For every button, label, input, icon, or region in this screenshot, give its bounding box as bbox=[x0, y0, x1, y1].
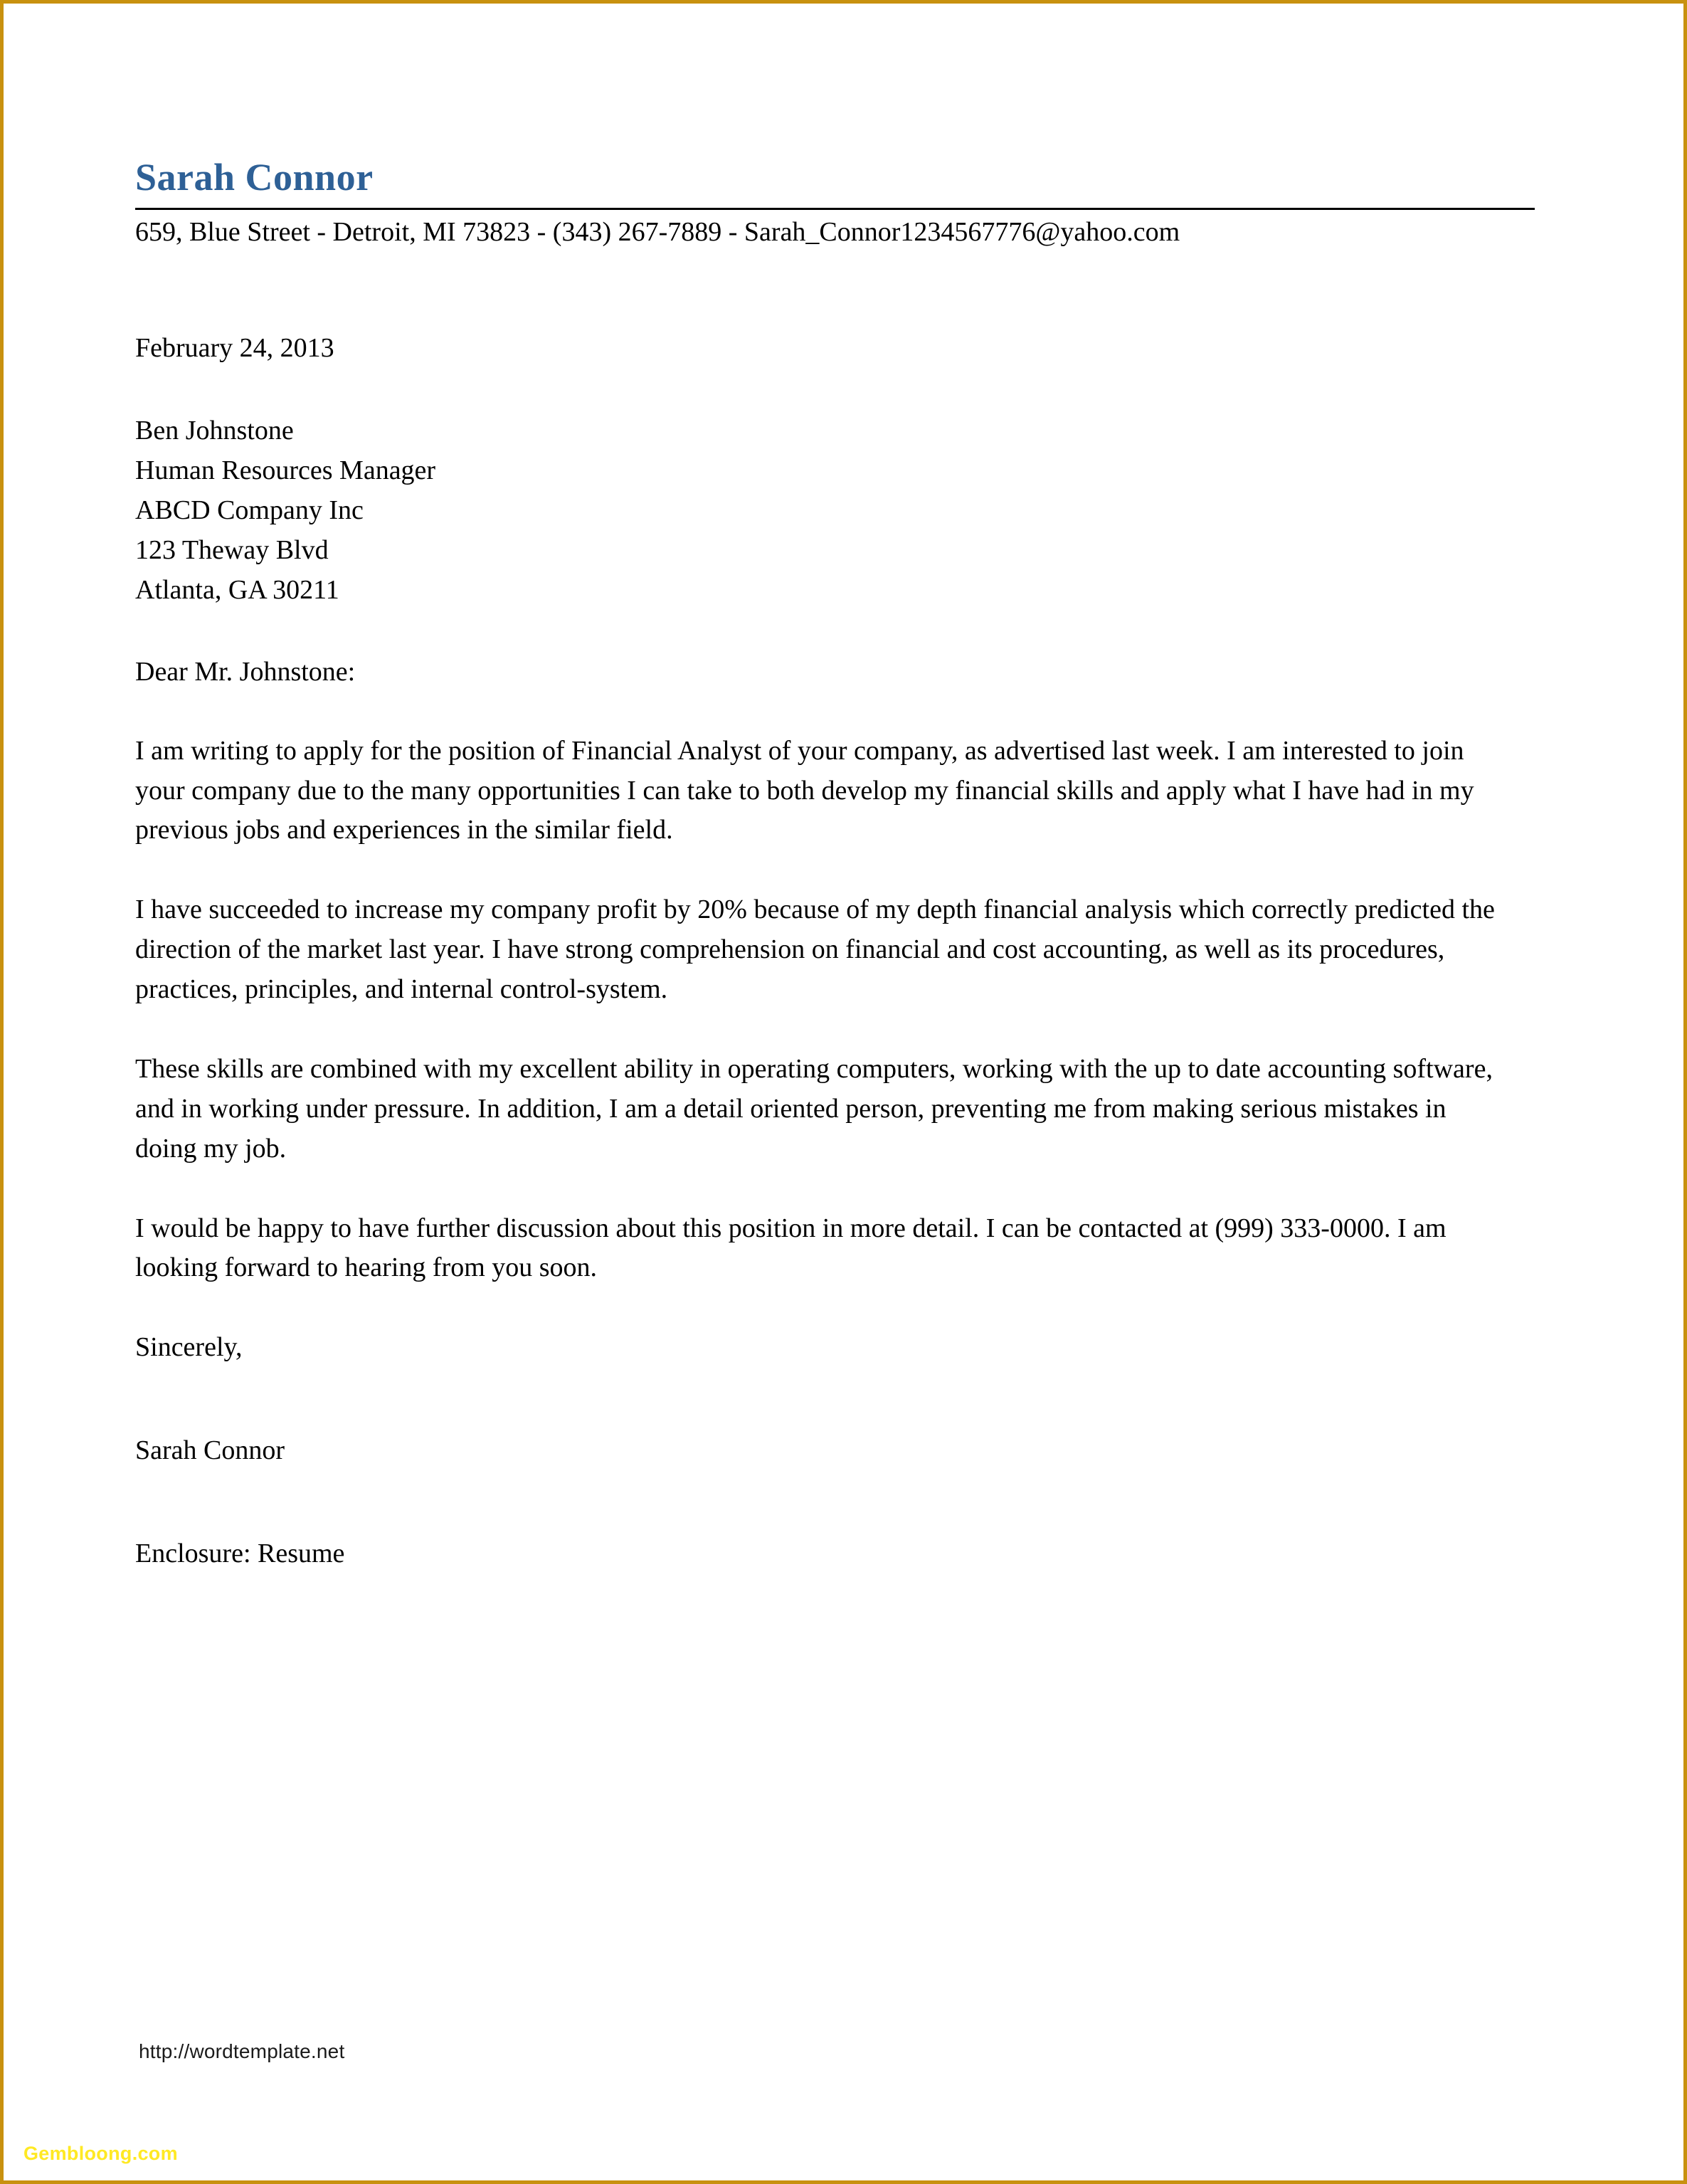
watermark-label: Gembloong.com bbox=[23, 2143, 178, 2164]
footer-source-url: http://wordtemplate.net bbox=[139, 2040, 345, 2062]
recipient-name: Ben Johnstone bbox=[135, 416, 294, 446]
body-paragraph-4: I would be happy to have further discussion about this position in more detail. I can be contacted at (999) 333-0000. I am looking forward to hearing from you soon. bbox=[135, 1213, 1447, 1283]
recipient-title: Human Resources Manager bbox=[135, 455, 436, 486]
cover-letter-body bbox=[135, 4, 1535, 1574]
recipient-street: 123 Theway Blvd bbox=[135, 534, 329, 565]
body-paragraph-2: I have succeeded to increase my company profit by 20% because of my depth financial analysis which correctly predicted the direction of the market last year. I have strong comprehension on financial and cost accounting, as well as its procedures, practices, principles, and internal control-system. bbox=[135, 895, 1495, 1005]
enclosure-line: Enclosure: Resume bbox=[135, 1539, 345, 1569]
body-paragraph-1: I am writing to apply for the position of Financial Analyst of your company, as advertised last week. I am interested to join your company due to the many opportunities I can take to both develop my financial skills and apply what I have had in my previous jobs and experiences in the similar field. bbox=[135, 735, 1474, 845]
letterhead-name: Sarah Connor bbox=[135, 156, 374, 199]
recipient-address-block bbox=[135, 368, 1535, 610]
body-paragraph-3: These skills are combined with my excellent ability in operating computers, working with the up to date accounting software, and in working under pressure. In addition, I am a detail oriented person, preventing me from making serious mistakes in doing my job. bbox=[135, 1053, 1493, 1164]
letter-salutation: Dear Mr. Johnstone: bbox=[135, 656, 356, 687]
letter-closing: Sincerely, bbox=[135, 1332, 243, 1363]
recipient-company: ABCD Company Inc bbox=[135, 495, 364, 526]
letterhead-contact-line: 659, Blue Street - Detroit, MI 73823 - (343) 267-7889 - Sarah_Connor1234567776@yahoo.com bbox=[135, 216, 1180, 247]
letter-date: February 24, 2013 bbox=[135, 333, 334, 364]
recipient-city-state-zip: Atlanta, GA 30211 bbox=[135, 574, 339, 605]
signature-name: Sarah Connor bbox=[135, 1435, 285, 1466]
